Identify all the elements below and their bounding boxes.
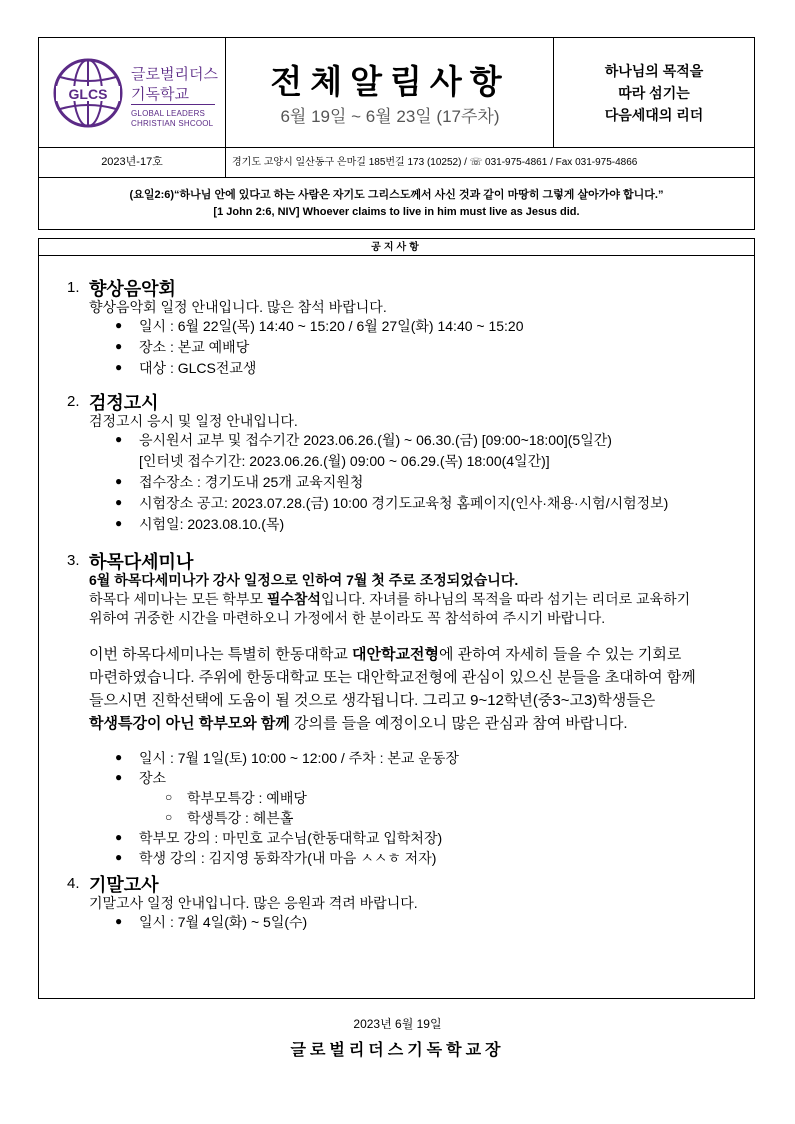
list-item: 응시원서 교부 및 접수기간 2023.06.26.(월) ~ 06.30.(금) [09:00~18:00](5일간)	[139, 432, 612, 448]
circle-bullet-icon: ○	[165, 790, 173, 804]
school-address: 경기도 고양시 일산동구 은마길 185번길 173 (10252) / ☏ 031-975-4861 / Fax 031-975-4866	[232, 157, 638, 168]
paragraph-2-line-4: 학생특강이 아닌 학부모와 함께 강의를 들을 예정이오니 많은 관심과 참여 바랍니다.	[89, 715, 628, 732]
notice-box	[38, 238, 755, 999]
page-subtitle: 6월 19일 ~ 6월 23일 (17주차)	[280, 107, 500, 126]
section-title: 향상음악회	[89, 279, 176, 299]
list-item-continued: [인터넷 접수기간: 2023.06.26.(월) 09:00 ~ 06.29.(목) 18:00(4일간)]	[139, 453, 550, 469]
section-title: 하목다세미나	[89, 552, 194, 572]
bullet-icon: ●	[115, 432, 123, 446]
motto-line-3: 다음세대의 리더	[604, 107, 704, 123]
header-table	[38, 37, 755, 230]
list-item: 접수장소 : 경기도내 25개 교육지원청	[139, 474, 364, 490]
motto-line-2: 따라 섬기는	[618, 85, 690, 101]
bullet-icon: ●	[115, 516, 123, 530]
bullet-icon: ●	[115, 750, 123, 764]
paragraph-2-line-2: 마련하였습니다. 주위에 한동대학교 또는 대안학교전형에 관심이 있으신 분들을 초대하여 함께	[89, 669, 696, 686]
logo-divider	[131, 104, 215, 105]
bullet-icon: ●	[115, 830, 123, 844]
list-item: 장소	[139, 770, 167, 786]
list-item: 학부모 강의 : 마민호 교수님(한동대학교 입학처장)	[139, 830, 443, 846]
section-intro: 향상음악회 일정 안내입니다. 많은 참석 바랍니다.	[89, 299, 387, 315]
verse-english: [1 John 2:6, NIV] Whoever claims to live in him must live as Jesus did.	[213, 206, 580, 218]
list-item: 시험일: 2023.08.10.(목)	[139, 516, 285, 532]
schedule-change-notice: 6월 하목다세미나가 강사 일정으로 인하여 7월 첫 주로 조정되었습니다.	[89, 572, 519, 588]
bullet-icon: ●	[115, 318, 123, 332]
logo-korean-line2: 기독학교	[131, 86, 189, 103]
list-item: 학생 강의 : 김지영 동화작가(내 마음 ㅅㅅㅎ 저자)	[139, 850, 437, 866]
issue-number: 2023년-17호	[39, 148, 226, 177]
list-item: 일시 : 7월 4일(화) ~ 5일(수)	[139, 914, 308, 930]
bullet-icon: ●	[115, 474, 123, 488]
circle-bullet-icon: ○	[165, 810, 173, 824]
bullet-icon: ●	[115, 360, 123, 374]
bullet-icon: ●	[115, 495, 123, 509]
section-number: 2.	[67, 393, 80, 410]
sub-list-item: 학부모특강 : 예배당	[187, 790, 307, 806]
section-intro: 검정고시 응시 및 일정 안내입니다.	[89, 413, 298, 429]
section-intro: 기말고사 일정 안내입니다. 많은 응원과 격려 바랍니다.	[89, 895, 418, 911]
paragraph-1-line-1: 하목다 세미나는 모든 학부모 필수참석입니다. 자녀를 하나님의 목적을 따라 섬기는 리더로 교육하기	[89, 591, 691, 607]
section-number: 4.	[67, 875, 80, 892]
logo-english-line2: CHRISTIAN SHCOOL	[131, 119, 214, 128]
logo-emblem-text: GLCS	[68, 86, 108, 102]
globe-logo-icon	[52, 57, 124, 129]
paragraph-2-line-1: 이번 하목다세미나는 특별히 한동대학교 대안학교전형에 관하여 자세히 들을 수 있는 기회로	[89, 646, 682, 663]
bullet-icon: ●	[115, 770, 123, 784]
footer-school-signature: 글로벌리더스기독학교장	[290, 1042, 505, 1059]
title-cell	[226, 38, 554, 147]
section-title: 검정고시	[89, 393, 159, 413]
section-title: 기말고사	[89, 875, 159, 895]
motto-line-1: 하나님의 목적을	[604, 63, 704, 79]
logo-english-line1: GLOBAL LEADERS	[131, 109, 206, 118]
paragraph-2-line-3: 들으시면 진학선택에 도움이 될 것으로 생각됩니다. 그리고 9~12학년(중3~고3)학생들은	[89, 692, 656, 709]
footer-date: 2023년 6월 19일	[353, 1017, 442, 1031]
header-info-row	[39, 148, 754, 178]
page-title: 전체알림사항	[270, 63, 510, 100]
list-item: 일시 : 7월 1일(토) 10:00 ~ 12:00 / 주차 : 본교 운동장	[139, 750, 459, 766]
list-item: 장소 : 본교 예배당	[139, 339, 250, 355]
bullet-icon: ●	[115, 850, 123, 864]
section-number: 3.	[67, 552, 80, 569]
list-item: 일시 : 6월 22일(목) 14:40 ~ 15:20 / 6월 27일(화) 14:40 ~ 15:20	[139, 318, 524, 334]
list-item: 대상 : GLCS전교생	[139, 360, 257, 376]
list-item: 시험장소 공고: 2023.07.28.(금) 10:00 경기도교육청 홈페이지(인사·채용·시험/시험정보)	[139, 495, 669, 511]
motto-cell	[554, 38, 754, 147]
bible-verse	[39, 179, 754, 221]
bullet-icon: ●	[115, 914, 123, 928]
logo-cell	[39, 38, 226, 147]
sub-list-item: 학생특강 : 헤븐홀	[187, 810, 294, 826]
paragraph-1-line-2: 위하여 귀중한 시간을 마련하오니 가정에서 한 분이라도 꼭 참석하여 주시기 바랍니다.	[89, 610, 606, 626]
logo-korean-line1: 글로벌리더스	[131, 66, 218, 83]
header-top-row	[39, 38, 754, 148]
notice-heading: 공지사항	[39, 239, 754, 256]
bullet-icon: ●	[115, 339, 123, 353]
verse-korean: (요일2:6)“하나님 안에 있다고 하는 사람은 자기도 그리스도께서 사신 것과 같이 마땅히 그렇게 살아가야 합니다.”	[129, 189, 664, 201]
section-number: 1.	[67, 279, 80, 296]
